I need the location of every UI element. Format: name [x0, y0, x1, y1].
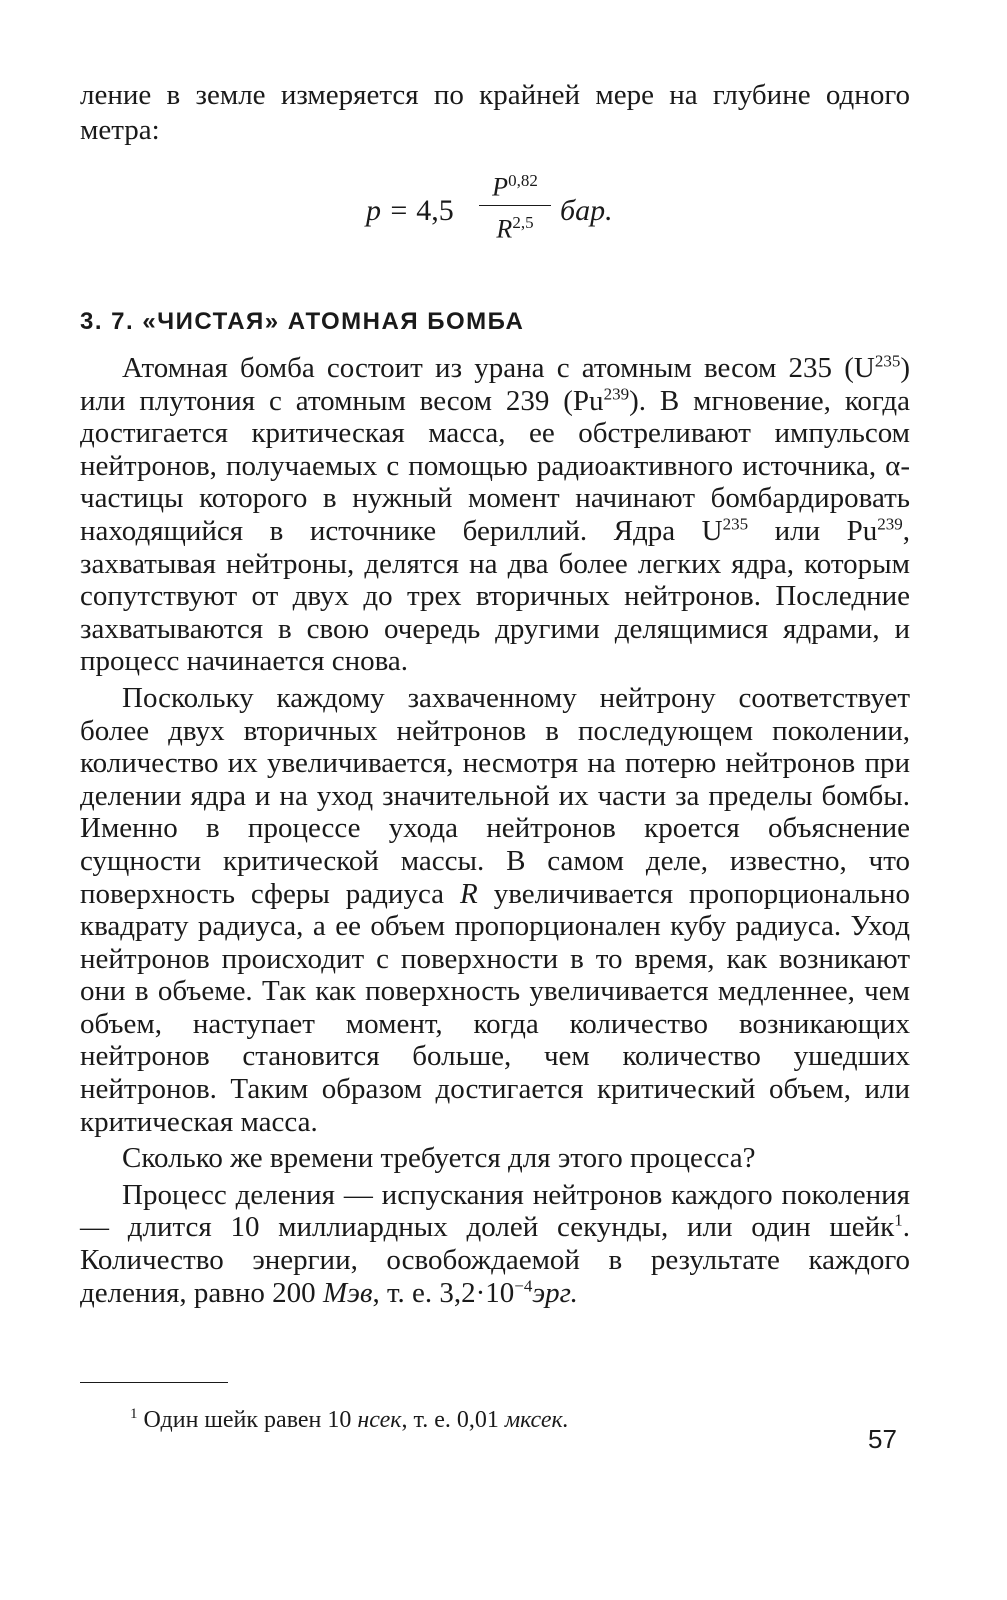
numerator-exponent: 0,82 — [508, 171, 538, 190]
p1-text-1: Атомная бомба состоит из урана с атомным весом 235 (U — [122, 352, 875, 384]
page-number: 57 — [868, 1424, 897, 1454]
paragraph-2 — [80, 682, 910, 1138]
p1-text-5: , захватывая нейтроны, делятся на два более легких ядра, которым сопутствуют от двух до трех вторичных нейтронов. Последние захватываются в свою очередь другими делящимися ядрами, и процесс начинается снова. — [80, 514, 910, 678]
footnote-unit-2: мксек. — [504, 1407, 569, 1433]
p2-variable: R — [460, 877, 478, 910]
p2-text-1: Поскольку каждому захваченному нейтрону соответствует более двух вторичных нейтронов в последующем поколении, количество их увеличивается, несмотря на потерю нейтронов при делении ядра и на уход значительной их части за пределы бомбы. Именно в процессе ухода нейтронов кроется объяснение сущности критической массы. В самом деле, известно, что поверхность сферы радиуса — [80, 681, 910, 910]
p1-sup-3: 235 — [722, 514, 749, 534]
p4-text-1: Процесс деления — испускания нейтронов каждого поколения — длится 10 миллиардных долей секунды, или один шейк — [80, 1178, 910, 1244]
pressure-formula — [80, 154, 910, 274]
p1-text-2: ) или плутония с атомным весом 239 (Pu — [80, 352, 910, 417]
numerator-base: P — [492, 172, 509, 202]
footnote-text-1: Один шейк равен 10 — [137, 1407, 358, 1433]
formula-denominator — [475, 206, 555, 247]
p4-exponent: −4 — [514, 1275, 533, 1295]
footnote-reference: 1 — [894, 1210, 903, 1230]
denominator-exponent: 2,5 — [512, 212, 534, 232]
footnote-mark: 1 — [130, 1406, 138, 1422]
p4-unit-2: эрг. — [532, 1276, 578, 1309]
footnote-text-2: , т. е. 0,01 — [401, 1407, 505, 1433]
denominator-base: R — [496, 214, 513, 244]
p1-sup-1: 235 — [874, 351, 901, 371]
section-heading: 3. 7. «ЧИСТАЯ» АТОМНАЯ БОМБА — [80, 308, 525, 335]
p2-text-2: увеличивается пропорционально квадрату радиуса, а ее объем пропорционален кубу радиуса. Уход нейтронов происходит с поверхности в то время, как возникают они в объеме. Так как поверхность увеличивается медленнее, чем объем, наступает момент, когда количество возникающих нейтронов становится больше, чем количество ушедших нейтронов. Таким образом достигается критический объем, или критическая масса. — [80, 877, 910, 1138]
formula-numerator — [475, 164, 555, 205]
p4-text-3: , т. е. 3,2·10 — [372, 1276, 515, 1309]
p1-sup-2: 239 — [603, 383, 630, 403]
intro-paragraph: ление в земле измеряется по крайней мере на глубине одного метра: — [80, 79, 910, 146]
paragraph-3: Сколько же времени требуется для этого процесса? — [122, 1142, 756, 1175]
footnote-unit-1: нсек — [357, 1407, 402, 1433]
page-body — [80, 78, 910, 1313]
p4-text-2: . Количество энергии, освобождаемой в результате каждого деления, равно 200 — [80, 1211, 910, 1309]
p1-text-3: ). В мгновение, когда достигается критическая масса, ее обстреливают импульсом нейтронов, получаемых с помощью радиоактивного источника, α-частицы которого в нужный момент начинают бомбардировать находящийся в источнике бериллий. Ядра U — [80, 384, 911, 547]
p4-unit-1: Мэв — [322, 1276, 373, 1309]
footnote — [130, 1406, 569, 1434]
p1-sup-4: 239 — [877, 514, 903, 534]
formula-p: p = — [366, 194, 417, 227]
paragraph-4 — [80, 1179, 910, 1309]
formula-lhs — [366, 194, 454, 228]
paragraph-1 — [80, 352, 910, 678]
footnote-divider — [80, 1382, 228, 1383]
formula-coefficient: 4,5 — [416, 194, 454, 227]
p1-text-4: или Pu — [748, 514, 878, 547]
formula-fraction — [475, 164, 555, 246]
formula-unit: бар. — [560, 194, 613, 227]
